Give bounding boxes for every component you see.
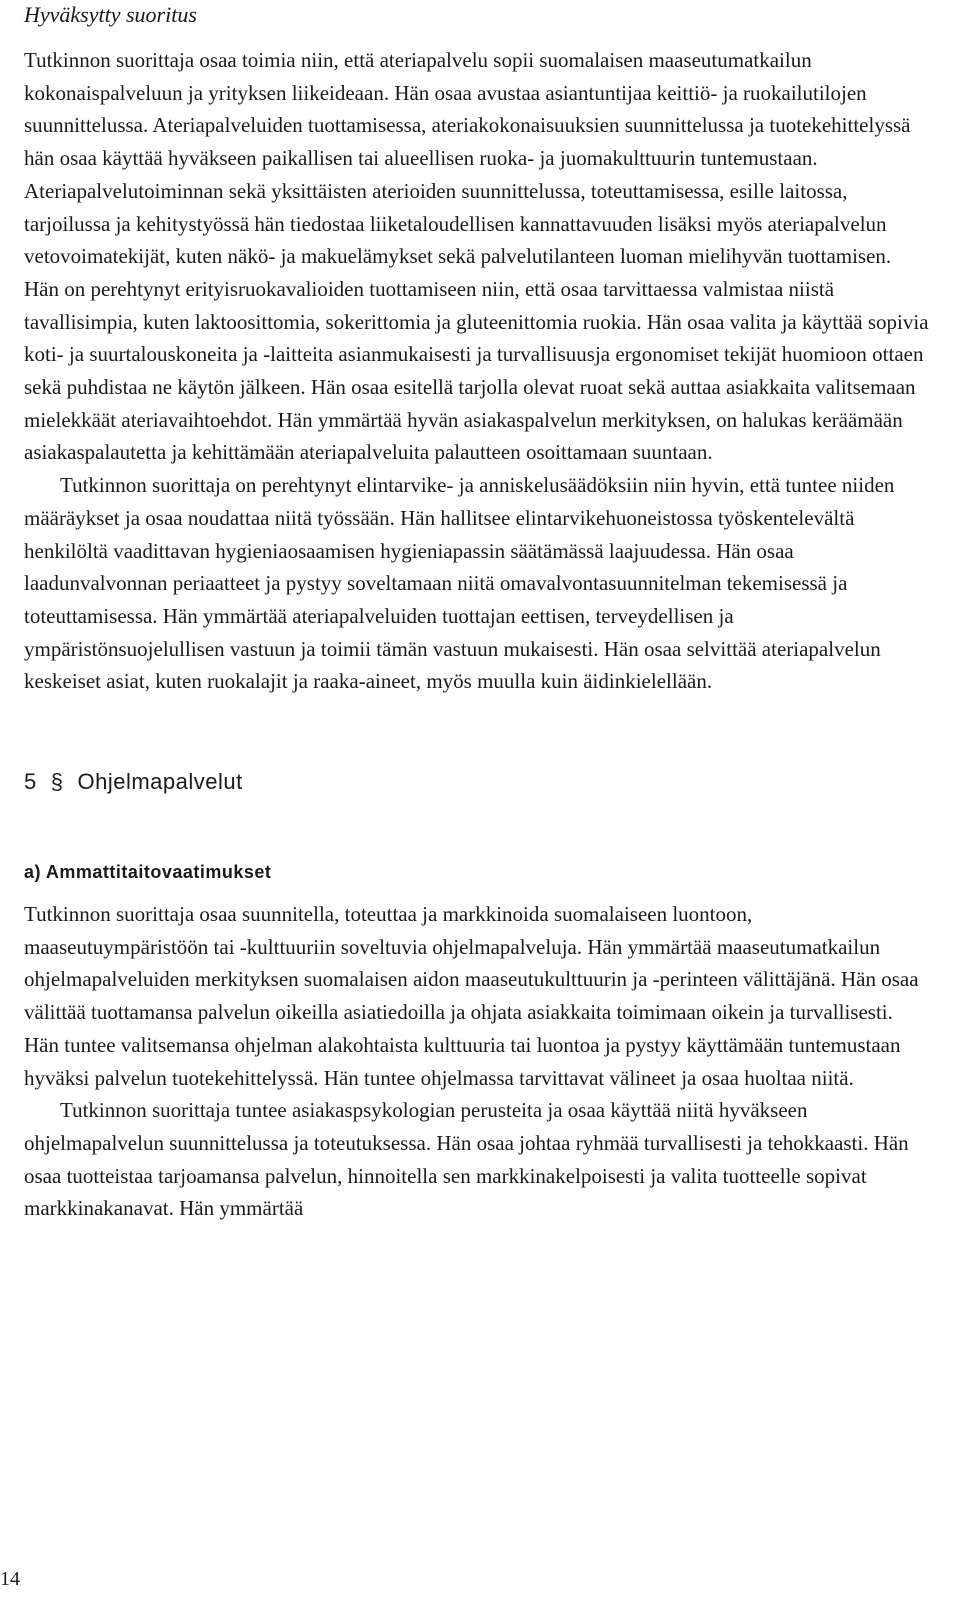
assessment-subheading: Hyväksytty suoritus <box>24 2 197 27</box>
document-page <box>24 0 930 1225</box>
body-paragraph: Tutkinnon suorittaja tuntee asiakaspsykologian perusteita ja osaa käyttää niitä hyväkseen ohjelmapalvelun suunnittelussa ja toteutuksessa. Hän osaa johtaa ryhmää turvallisesti ja tehokkaasti. Hän osaa tuotteistaa tarjoamansa palvelun, hinnoitella sen markkinakelpoisesti ja valita tuotteelle sopivat markkinakanavat. Hän ymmärtää <box>24 1098 909 1221</box>
body-paragraph: Tutkinnon suorittaja osaa toimia niin, että ateriapalvelu sopii suomalaisen maaseutumatkailun kokonaispalveluun ja yrityksen liikeideaan. Hän osaa avustaa asiantuntijaa keittiö- ja ruokailutilojen suunnittelussa. Ateriapalveluiden tuottamisessa, ateriakokonaisuuksien suunnittelussa ja tuotekehittelyssä hän osaa käyttää hyväkseen paikallisen tai alueellisen ruoka- ja juomakulttuurin tuntemustaan. Ateriapalvelutoiminnan sekä yksittäisten aterioiden suunnittelussa, toteuttamisessa, esille laitossa, tarjoilussa ja kehitystyössä hän tiedostaa liiketaloudellisen kannattavuuden lisäksi myös ateriapalvelun vetovoimatekijät, kuten näkö- ja makuelämykset sekä palvelutilanteen luoman mielihyvän tuottamisen. Hän on perehtynyt erityisruokavalioiden tuottamiseen niin, että osaa tarvittaessa valmistaa niistä tavallisimpia, kuten laktoosittomia, sokerittomia ja gluteenittomia ruokia. Hän osaa valita ja käyttää sopivia koti- ja suurtalouskoneita ja -laitteita asianmukaisesti ja turvallisuusja ergonomiset tekijät huomioon ottaen sekä puhdistaa ne käytön jälkeen. Hän osaa esitellä tarjolla olevat ruoat sekä auttaa asiakkaita valitsemaan mielekkäät ateriavaihtoehdot. Hän ymmärtää hyvän asiakaspalvelun merkityksen, on halukas keräämään asiakaspalautetta ja kehittämään ateriapalveluita palautteen osoittamaan suuntaan. <box>24 48 929 465</box>
section-heading <box>24 768 930 796</box>
section-number: 5 <box>24 769 37 795</box>
sub-section-heading: a) Ammattitaitovaatimukset <box>24 862 272 883</box>
page-number: 14 <box>0 1568 20 1590</box>
body-paragraph: Tutkinnon suorittaja osaa suunnitella, toteuttaa ja markkinoida suomalaiseen luontoon, maaseutuympäristöön tai -kulttuuriin soveltuvia ohjelmapalveluja. Hän ymmärtää maaseutumatkailun ohjelmapalveluiden merkityksen suomalaisen aidon maaseutukulttuurin ja -perinteen välittäjänä. Hän osaa välittää tuottamansa palvelun oikeilla asiatiedoilla ja ohjata asiakkaita toimimaan oikein ja turvallisesti. Hän tuntee valitsemansa ohjelman alakohtaista kulttuuria tai luontoa ja pystyy käyttämään tuntemustaan hyväksi palvelun tuotekehittelyssä. Hän tuntee ohjelmassa tarvittavat välineet ja osaa huoltaa niitä. <box>24 902 919 1090</box>
section-title: Ohjelmapalvelut <box>77 769 243 795</box>
section-symbol: § <box>50 769 64 795</box>
body-paragraph: Tutkinnon suorittaja on perehtynyt elintarvike- ja anniskelusäädöksiin niin hyvin, että tuntee niiden määräykset ja osaa noudattaa niitä työssään. Hän hallitsee elintarvikehuoneistossa työskentelevältä henkilöltä vaadittavan hygieniaosaamisen hygieniapassin säätämässä laajuudessa. Hän osaa laadunvalvonnan periaatteet ja pystyy soveltamaan niitä omavalvontasuunnitelman tekemisessä ja toteuttamisessa. Hän ymmärtää ateriapalveluiden tuottajan eettisen, terveydellisen ja ympäristönsuojelullisen vastuun ja toimii tämän vastuun mukaisesti. Hän osaa selvittää ateriapalvelun keskeiset asiat, kuten ruokalajit ja raaka-aineet, myös muulla kuin äidinkielellään. <box>24 473 895 694</box>
